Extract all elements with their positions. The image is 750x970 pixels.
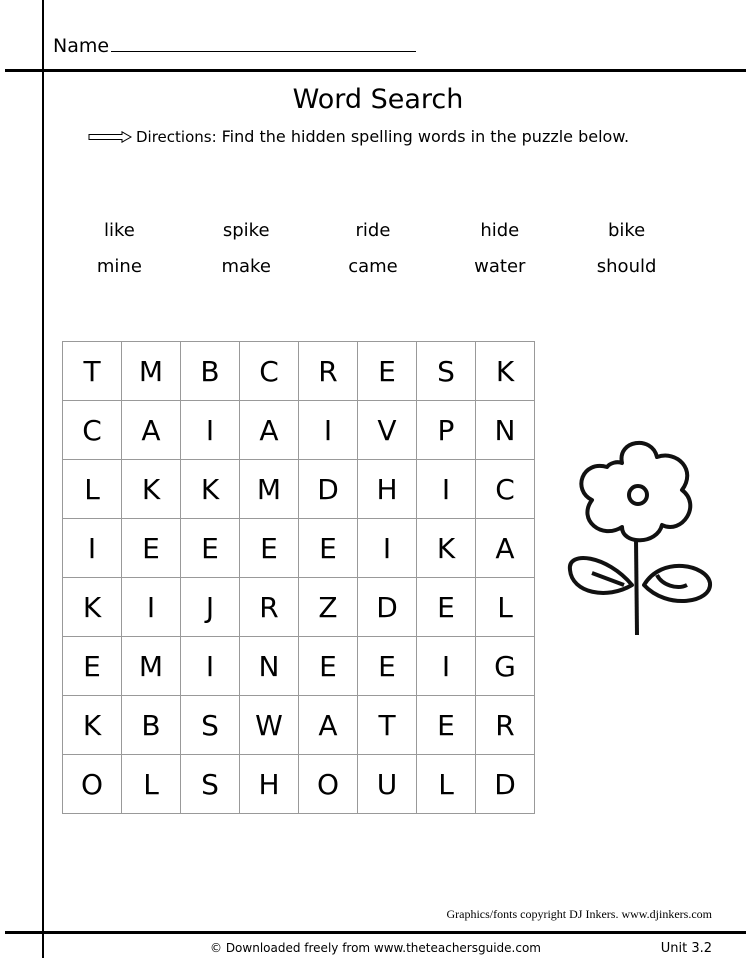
grid-row bbox=[63, 342, 535, 401]
grid-cell[interactable]: C bbox=[476, 460, 535, 519]
grid-cell[interactable]: K bbox=[63, 578, 122, 637]
directions-text: Find the hidden spelling words in the puzzle below. bbox=[221, 127, 630, 146]
grid-cell[interactable]: O bbox=[299, 755, 358, 814]
grid-cell[interactable]: A bbox=[122, 401, 181, 460]
grid-cell[interactable]: I bbox=[358, 519, 417, 578]
grid-row bbox=[63, 401, 535, 460]
word-list-item: hide bbox=[480, 220, 520, 241]
grid-cell[interactable]: C bbox=[240, 342, 299, 401]
grid-cell[interactable]: D bbox=[476, 755, 535, 814]
grid-row bbox=[63, 755, 535, 814]
grid-cell[interactable]: G bbox=[476, 637, 535, 696]
grid-cell[interactable]: S bbox=[181, 696, 240, 755]
grid-cell[interactable]: I bbox=[122, 578, 181, 637]
download-notice: © Downloaded freely from www.theteachersguide.com bbox=[210, 941, 541, 955]
grid-cell[interactable]: I bbox=[181, 401, 240, 460]
grid-cell[interactable]: O bbox=[63, 755, 122, 814]
name-field[interactable] bbox=[53, 33, 416, 57]
grid-row bbox=[63, 696, 535, 755]
flower-illustration bbox=[562, 435, 717, 640]
grid-cell[interactable]: K bbox=[181, 460, 240, 519]
footer-divider bbox=[5, 931, 746, 934]
grid-cell[interactable]: H bbox=[358, 460, 417, 519]
word-list-item: ride bbox=[355, 220, 391, 241]
grid-cell[interactable]: T bbox=[63, 342, 122, 401]
grid-cell[interactable]: E bbox=[122, 519, 181, 578]
arrow-right-icon bbox=[88, 131, 132, 143]
directions-label: Directions: bbox=[136, 127, 217, 146]
word-list-item: water bbox=[474, 256, 526, 277]
margin-line bbox=[42, 0, 44, 958]
grid-cell[interactable]: E bbox=[299, 519, 358, 578]
copyright-credit: Graphics/fonts copyright DJ Inkers. www.djinkers.com bbox=[446, 907, 712, 921]
grid-cell[interactable]: K bbox=[417, 519, 476, 578]
grid-cell[interactable]: I bbox=[63, 519, 122, 578]
grid-cell[interactable]: H bbox=[240, 755, 299, 814]
grid-cell[interactable]: E bbox=[299, 637, 358, 696]
grid-cell[interactable]: S bbox=[417, 342, 476, 401]
grid-cell[interactable]: E bbox=[358, 342, 417, 401]
grid-cell[interactable]: A bbox=[240, 401, 299, 460]
name-blank[interactable] bbox=[111, 33, 416, 52]
name-label: Name bbox=[53, 35, 110, 57]
grid-cell[interactable]: P bbox=[417, 401, 476, 460]
word-list-item: like bbox=[103, 220, 135, 241]
grid-cell[interactable]: I bbox=[417, 637, 476, 696]
word-list-item: mine bbox=[96, 256, 142, 277]
grid-cell[interactable]: C bbox=[63, 401, 122, 460]
grid-cell[interactable]: T bbox=[358, 696, 417, 755]
unit-label: Unit 3.2 bbox=[660, 941, 712, 956]
directions bbox=[88, 127, 629, 146]
grid-cell[interactable]: E bbox=[63, 637, 122, 696]
grid-cell[interactable]: B bbox=[181, 342, 240, 401]
grid-cell[interactable]: J bbox=[181, 578, 240, 637]
grid-cell[interactable]: L bbox=[63, 460, 122, 519]
grid-cell[interactable]: K bbox=[122, 460, 181, 519]
grid-cell[interactable]: M bbox=[240, 460, 299, 519]
grid-cell[interactable]: R bbox=[476, 696, 535, 755]
grid-cell[interactable]: N bbox=[476, 401, 535, 460]
grid-cell[interactable]: W bbox=[240, 696, 299, 755]
grid-row bbox=[63, 519, 535, 578]
grid-cell[interactable]: N bbox=[240, 637, 299, 696]
grid-cell[interactable]: E bbox=[181, 519, 240, 578]
word-list bbox=[56, 220, 690, 278]
grid-row bbox=[63, 637, 535, 696]
grid-row bbox=[63, 578, 535, 637]
grid-cell[interactable]: E bbox=[240, 519, 299, 578]
grid-cell[interactable]: R bbox=[299, 342, 358, 401]
grid-cell[interactable]: U bbox=[358, 755, 417, 814]
word-list-item: make bbox=[221, 256, 271, 277]
grid-row bbox=[63, 460, 535, 519]
grid-cell[interactable]: E bbox=[417, 696, 476, 755]
grid-cell[interactable]: E bbox=[417, 578, 476, 637]
grid-cell[interactable]: I bbox=[299, 401, 358, 460]
word-search-grid bbox=[62, 341, 535, 814]
grid-cell[interactable]: S bbox=[181, 755, 240, 814]
header-divider bbox=[5, 69, 746, 72]
grid-cell[interactable]: M bbox=[122, 637, 181, 696]
grid-cell[interactable]: D bbox=[299, 460, 358, 519]
grid-cell[interactable]: A bbox=[299, 696, 358, 755]
grid-cell[interactable]: L bbox=[122, 755, 181, 814]
grid-cell[interactable]: V bbox=[358, 401, 417, 460]
word-list-item: should bbox=[596, 256, 657, 277]
word-list-item: bike bbox=[607, 220, 646, 241]
grid-cell[interactable]: Z bbox=[299, 578, 358, 637]
grid-cell[interactable]: K bbox=[63, 696, 122, 755]
grid-cell[interactable]: A bbox=[476, 519, 535, 578]
word-list-item: spike bbox=[222, 220, 270, 241]
word-list-item: came bbox=[348, 256, 398, 277]
grid-cell[interactable]: K bbox=[476, 342, 535, 401]
grid-cell[interactable]: L bbox=[476, 578, 535, 637]
grid-cell[interactable]: E bbox=[358, 637, 417, 696]
grid-cell[interactable]: R bbox=[240, 578, 299, 637]
grid-cell[interactable]: I bbox=[181, 637, 240, 696]
grid-cell[interactable]: M bbox=[122, 342, 181, 401]
grid-cell[interactable]: L bbox=[417, 755, 476, 814]
grid-cell[interactable]: I bbox=[417, 460, 476, 519]
grid-cell[interactable]: D bbox=[358, 578, 417, 637]
grid-cell[interactable]: B bbox=[122, 696, 181, 755]
page-title: Word Search bbox=[292, 84, 464, 115]
